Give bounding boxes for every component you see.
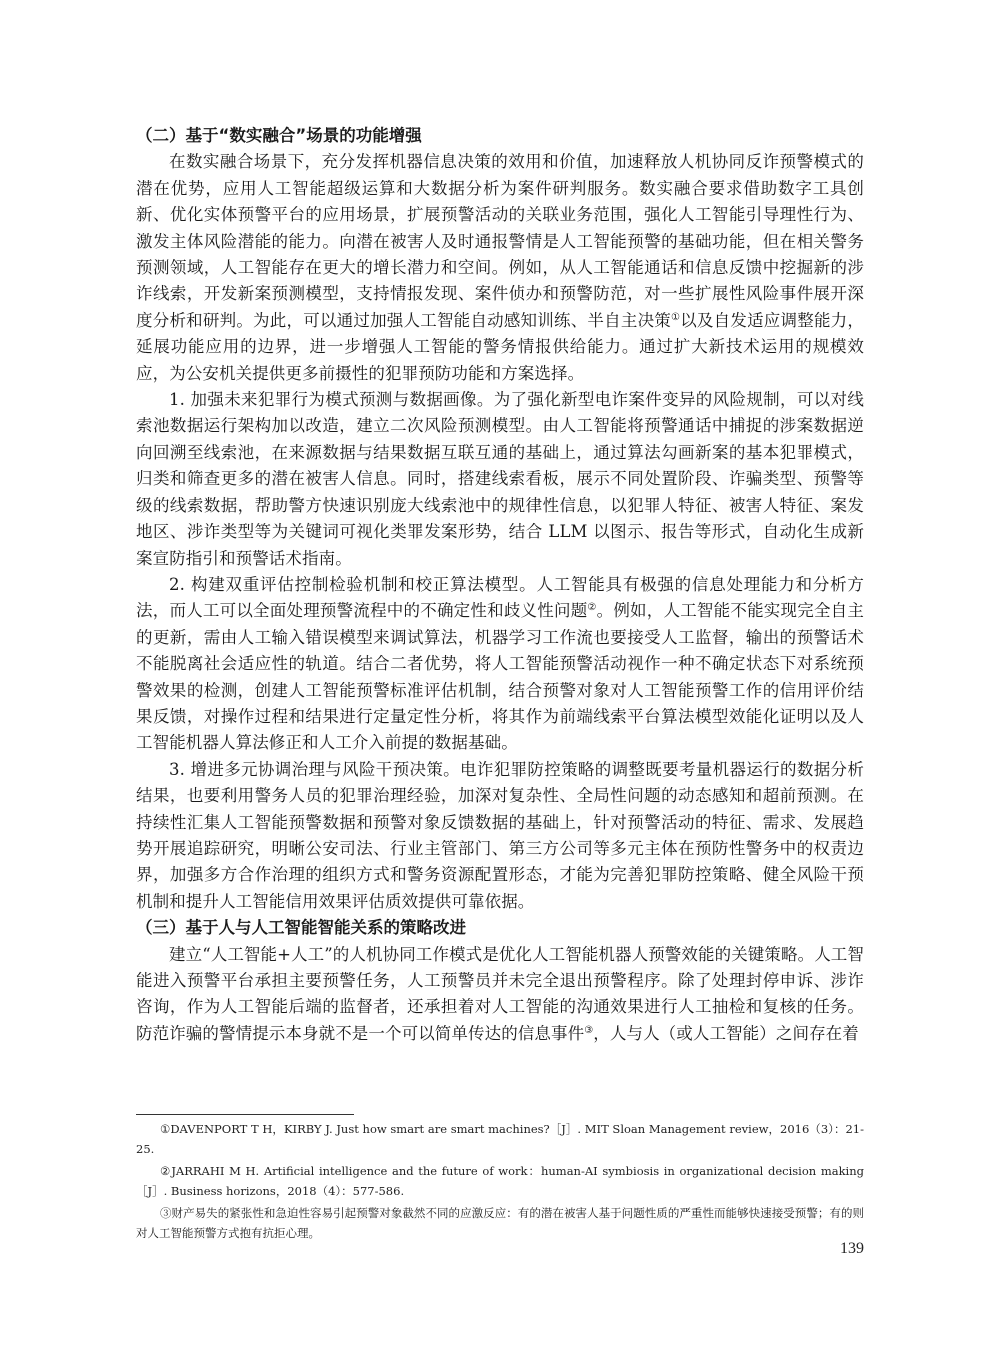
footnote-divider bbox=[136, 1114, 354, 1115]
footnote-ref[interactable]: ① bbox=[671, 311, 681, 323]
paragraph-text: 在数实融合场景下，充分发挥机器信息决策的效用和价值，加速释放人机协同反诈预警模式的潜在优势，应用人工智能超级运算和大数据分析为案件研判服务。数实融合要求借助数字工具创新、优化实体预警平台的应用场景，扩展预警活动的关联业务范围，强化人工智能引导理性行为、激发主体风险潜能的能力。向潜在被害人及时通报警情是人工智能预警的基础功能，但在相关警务预测领域，人工智能存在更大的增长潜力和空间。例如，从人工智能通话和信息反馈中挖掘新的涉诈线索，开发新案预测模型，支持情报发现、案件侦办和预警防范，对一些扩展性风险事件展开深度分析和研判。为此，可以通过加强人工智能自动感知训练、半自主决策 bbox=[136, 152, 864, 330]
footnote-ref[interactable]: ② bbox=[587, 602, 597, 614]
paragraph bbox=[136, 942, 864, 1048]
paragraph-text: 以及自发适应调整能力，延展功能应用的边界，进一步增强人工智能的警务情报供给能力。通过扩大新技术运用的规模效应，为公安机关提供更多前摄性的犯罪预防功能和方案选择。 bbox=[136, 310, 864, 383]
footnote-ref[interactable]: ③ bbox=[584, 1024, 594, 1036]
paragraph-text: ，人与人（或人工智能）之间存在着 bbox=[593, 1023, 859, 1043]
paragraph: 3. 增进多元协调治理与风险干预决策。电诈犯罪防控策略的调整既要考量机器运行的数据分析结果，也要利用警务人员的犯罪治理经验，加深对复杂性、全局性问题的动态感知和超前预测。在持续性汇集人工智能预警数据和预警对象反馈数据的基础上，针对预警活动的特征、需求、发展趋势开展追踪研究，明晰公安司法、行业主管部门、第三方公司等多元主体在预防性警务中的权责边界，加强多方合作治理的组织方式和警务资源配置形态，才能为完善犯罪防控策略、健全风险干预机制和提升人工智能信用效果评估质效提供可靠依据。 bbox=[136, 759, 864, 911]
page-number: 139 bbox=[840, 1240, 864, 1257]
main-text bbox=[136, 123, 864, 1047]
section-heading-3: （三）基于人与人工智能智能关系的策略改进 bbox=[136, 918, 466, 938]
paragraph bbox=[136, 149, 864, 387]
paragraph-text: 建立“人工智能+人工”的人机协同工作模式是优化人工智能机器人预警效能的关键策略。人工智能进入预警平台承担主要预警任务，人工预警员并未完全退出预警程序。除了处理封停申诉、涉诈咨询，作为人工智能后端的监督者，还承担着对人工智能的沟通效果进行人工抽检和复核的任务。防范诈骗的警情提示本身就不是一个可以简单传达的信息事件 bbox=[136, 944, 864, 1043]
paragraph bbox=[136, 572, 864, 757]
paragraph-text: 。例如，人工智能不能实现完全自主的更新，需由人工输入错误模型来调试算法，机器学习工作流也要接受人工监督，输出的预警话术不能脱离社会适应性的轨道。结合二者优势，将人工智能预警活动视作一种不确定状态下对系统预警效果的检测，创建人工智能预警标准评估机制，结合预警对象对人工智能预警工作的信用评价结果反馈，对操作过程和结果进行定量定性分析，将其作为前端线索平台算法模型效能化证明以及人工智能机器人算法修正和人工介入前提的数据基础。 bbox=[136, 601, 864, 753]
footnote: ②JARRAHI M H. Artificial intelligence and the future of work：human-AI symbiosis in organizational decision making［J］. Business horizons，2018（4）：577-586. bbox=[136, 1164, 864, 1198]
paragraph-text: 2. 构建双重评估控制检验机制和校正算法模型。人工智能具有极强的信息处理能力和分析方法，而人工可以全面处理预警流程中的不确定性和歧义性问题 bbox=[136, 574, 864, 621]
paragraph: 1. 加强未来犯罪行为模式预测与数据画像。为了强化新型电诈案件变异的风险规制，可以对线索池数据运行架构加以改造，建立二次风险预测模型。由人工智能将预警通话中捕捉的涉案数据逆向回溯至线索池，在来源数据与结果数据互联互通的基础上，通过算法勾画新案的基本犯罪模式，归类和筛查更多的潜在被害人信息。同时，搭建线索看板，展示不同处置阶段、诈骗类型、预警等级的线索数据，帮助警方快速识别庞大线索池中的规律性信息，以犯罪人特征、被害人特征、案发地区、涉诈类型等为关键词可视化类罪发案形势，结合 LLM 以图示、报告等形式，自动化生成新案宣防指引和预警话术指南。 bbox=[136, 390, 864, 568]
footnote: ①DAVENPORT T H，KIRBY J. Just how smart are smart machines?［J］. MIT Sloan Management review，2016（3）：21-25. bbox=[136, 1122, 864, 1156]
section-heading-2: （二）基于“数实融合”场景的功能增强 bbox=[136, 126, 422, 145]
footnotes bbox=[136, 1120, 864, 1246]
footnote: ③财产易失的紧张性和急迫性容易引起预警对象截然不同的应激反应：有的潜在被害人基于问题性质的严重性而能够快速接受预警；有的则对人工智能预警方式抱有抗拒心理。 bbox=[136, 1206, 864, 1240]
